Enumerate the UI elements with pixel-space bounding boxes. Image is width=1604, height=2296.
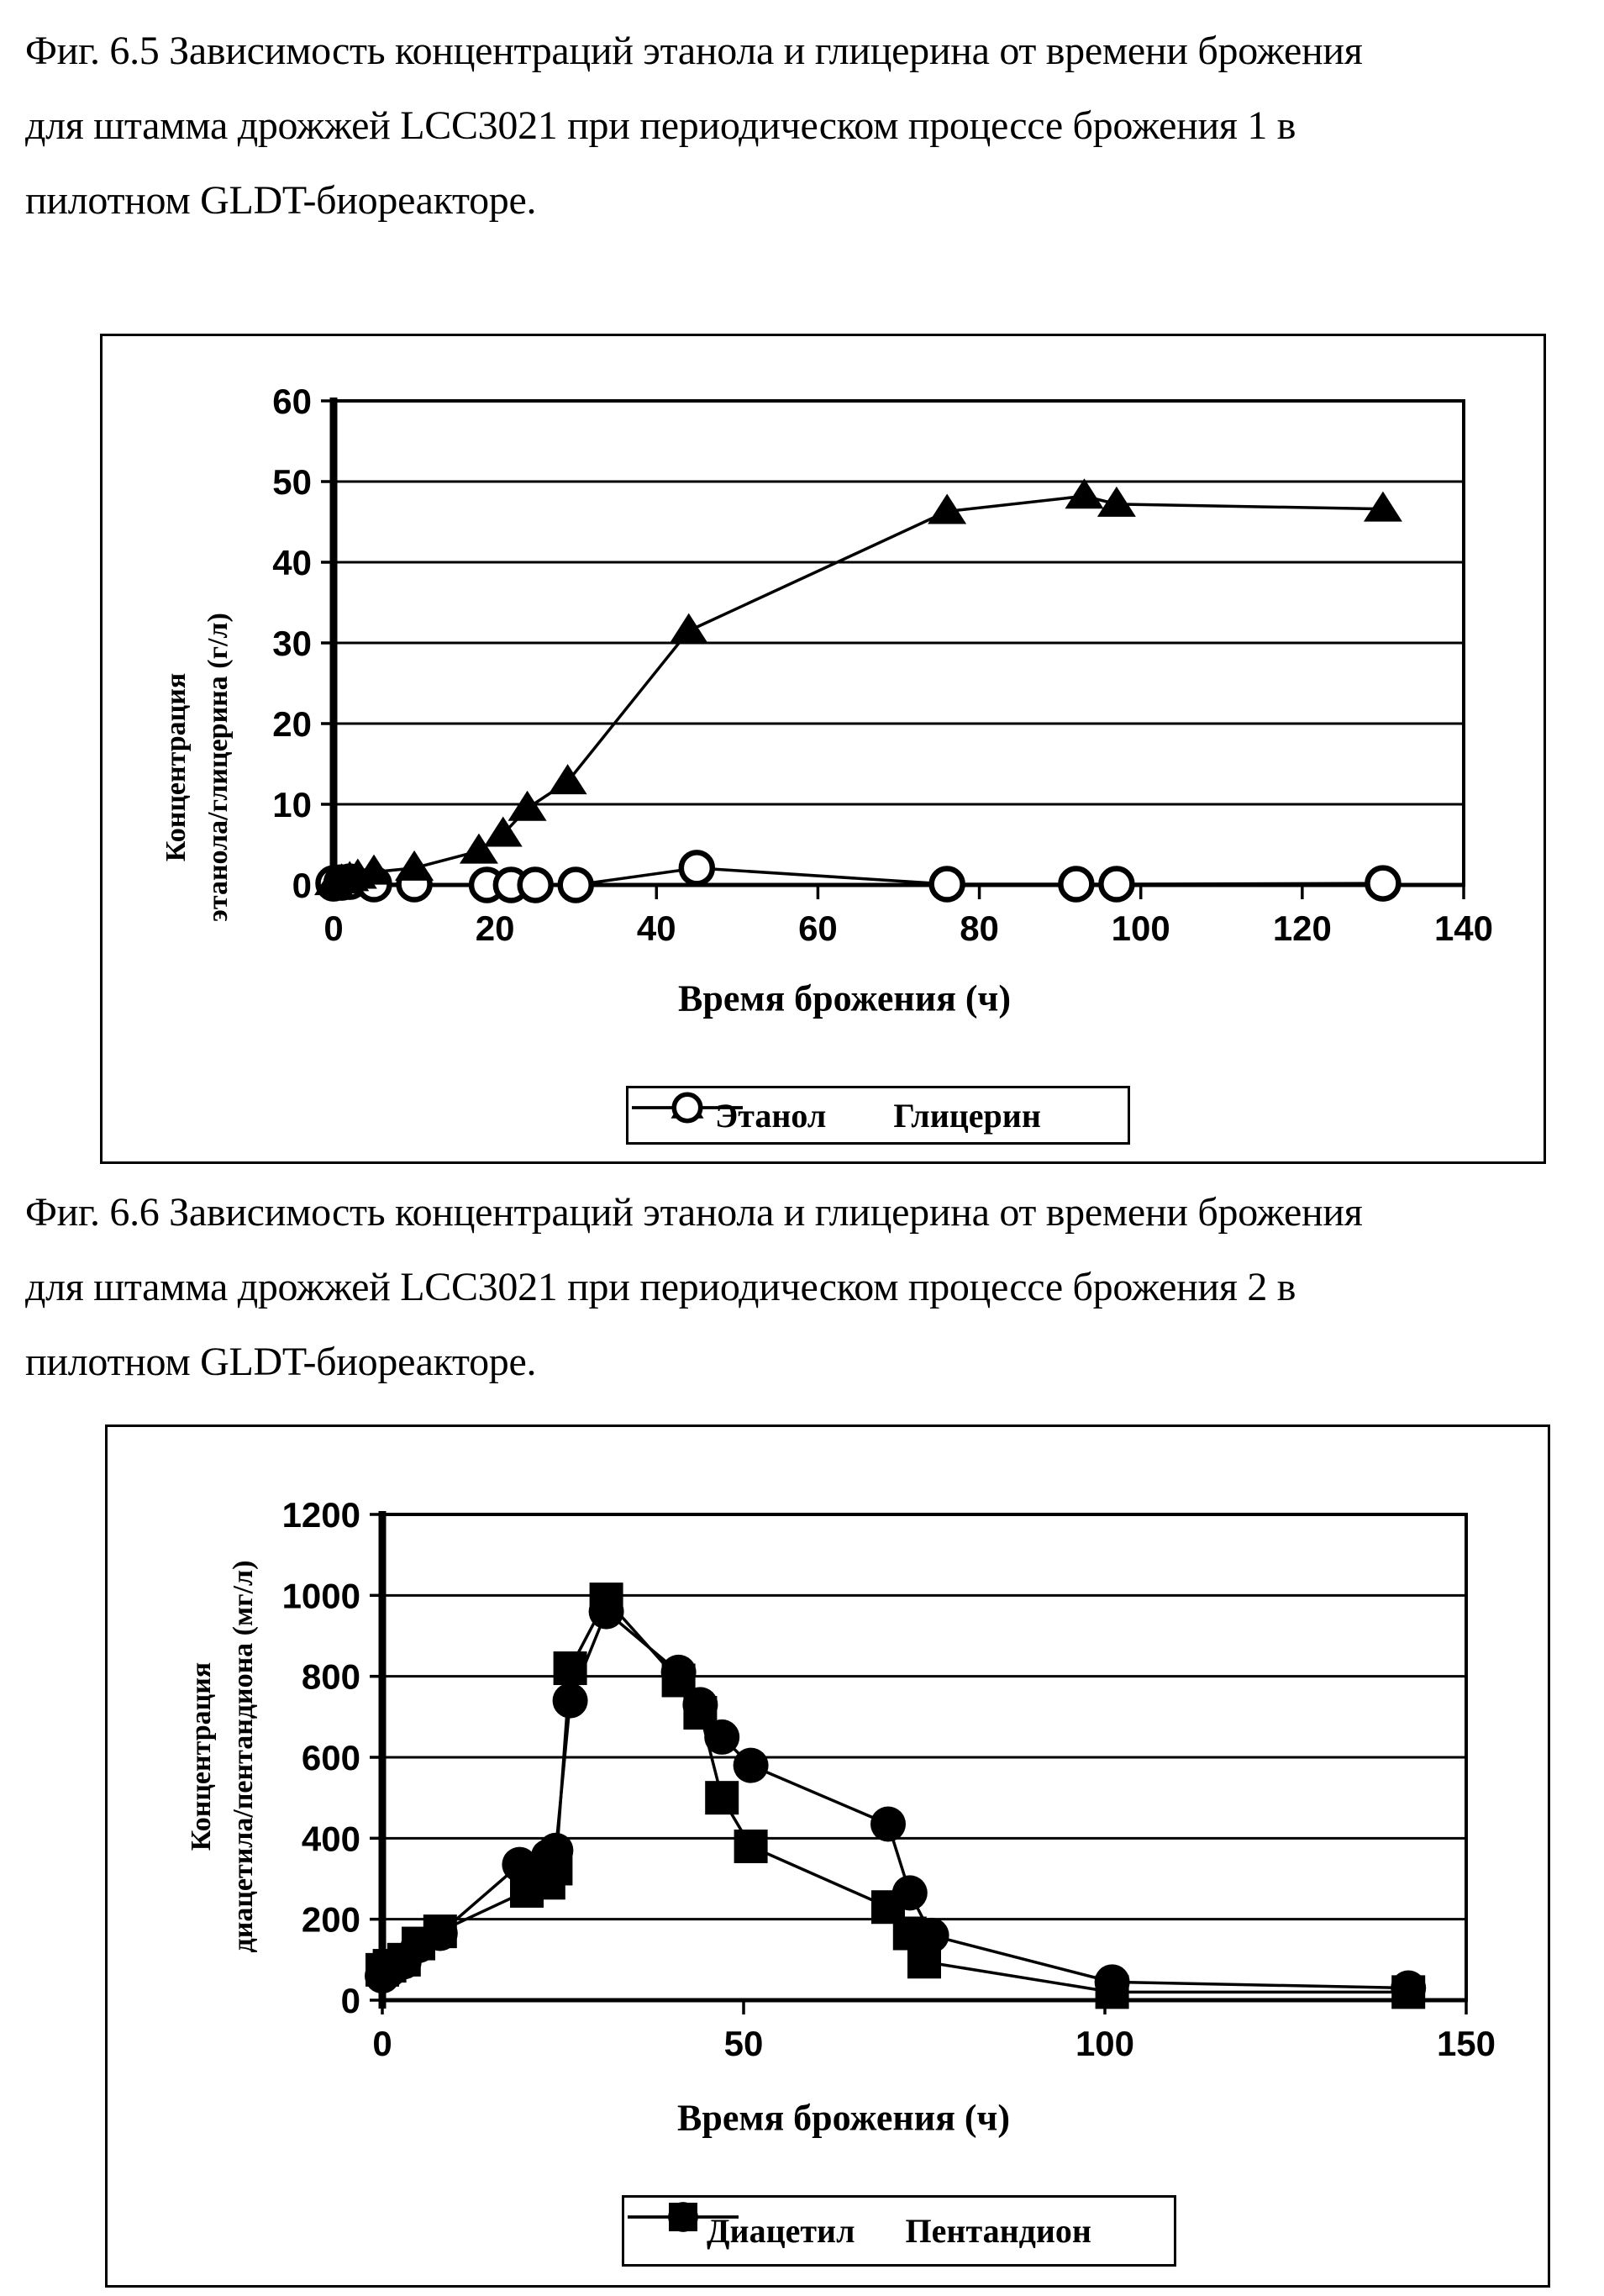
svg-text:30: 30 <box>272 624 312 663</box>
svg-text:1000: 1000 <box>281 1576 360 1616</box>
svg-text:100: 100 <box>1111 908 1170 948</box>
diacetyl-pentanedione-plot <box>108 1427 1548 2285</box>
y-axis-title-line: диацетила/пентандиона (мг/л) <box>228 1560 259 1953</box>
legend-label: Этанол <box>715 1096 827 1135</box>
svg-text:400: 400 <box>301 1819 360 1859</box>
figure-6-6-caption <box>25 1175 1591 1399</box>
ethanol-glycerin-plot <box>103 336 1544 1161</box>
y-axis-title <box>181 1561 265 1953</box>
svg-text:150: 150 <box>1436 2024 1496 2063</box>
x-axis-title: Время брожения (ч) <box>678 977 1011 1019</box>
svg-text:50: 50 <box>723 2024 764 2063</box>
caption-line: для штамма дрожжей LCC3021 при периодическом процессе брожения 1 в <box>25 103 1296 148</box>
svg-text:10: 10 <box>272 785 312 824</box>
svg-text:60: 60 <box>272 382 312 421</box>
svg-text:20: 20 <box>475 908 515 948</box>
caption-line: пилотном GLDT-биореакторе. <box>25 178 537 223</box>
y-axis-title-line: Концентрация <box>186 1661 217 1851</box>
legend-label: Пентандион <box>905 2212 1091 2250</box>
pentanedione-circle-marker-icon <box>624 2198 742 2236</box>
figure-6-6-chart-frame <box>105 1424 1550 2288</box>
x-axis-title: Время брожения (ч) <box>677 2097 1010 2139</box>
svg-text:800: 800 <box>301 1656 360 1697</box>
caption-line: Фиг. 6.5 Зависимость концентраций этанола и глицерина от времени брожения <box>25 29 1363 73</box>
svg-text:0: 0 <box>340 1981 360 2020</box>
svg-text:80: 80 <box>960 908 999 948</box>
figure-6-5-chart-frame <box>100 334 1546 1164</box>
svg-text:40: 40 <box>636 908 676 948</box>
svg-text:120: 120 <box>1272 908 1332 948</box>
legend-item-glycerin <box>893 1096 1041 1135</box>
y-axis-title-line: Концентрация <box>160 672 192 862</box>
svg-text:0: 0 <box>323 908 344 948</box>
legend <box>622 2195 1176 2267</box>
y-axis-title-line: этанола/глицерина (г/л) <box>202 613 234 922</box>
legend-item-pentanedione <box>906 2211 1091 2251</box>
svg-text:0: 0 <box>292 866 312 905</box>
svg-text:100: 100 <box>1075 2024 1135 2063</box>
svg-text:40: 40 <box>272 543 312 582</box>
legend-label: Глицерин <box>893 1096 1041 1135</box>
svg-text:50: 50 <box>272 462 312 502</box>
svg-text:1200: 1200 <box>281 1495 360 1535</box>
caption-line: для штамма дрожжей LCC3021 при периодическом процессе брожения 2 в <box>25 1265 1296 1309</box>
legend <box>626 1086 1130 1145</box>
svg-text:20: 20 <box>272 704 312 744</box>
caption-line: Фиг. 6.6 Зависимость концентраций этанола и глицерина от времени брожения <box>25 1190 1363 1235</box>
svg-text:0: 0 <box>372 2024 392 2063</box>
y-axis-title <box>155 613 239 922</box>
svg-text:60: 60 <box>798 908 838 948</box>
glycerin-circle-marker-icon <box>628 1088 746 1127</box>
svg-text:140: 140 <box>1433 908 1494 948</box>
caption-line: пилотном GLDT-биореакторе. <box>25 1340 537 1384</box>
svg-text:200: 200 <box>301 1899 360 1940</box>
legend-label: Диацетил <box>707 2212 855 2250</box>
figure-6-5-caption <box>25 13 1591 238</box>
svg-text:600: 600 <box>301 1738 360 1777</box>
